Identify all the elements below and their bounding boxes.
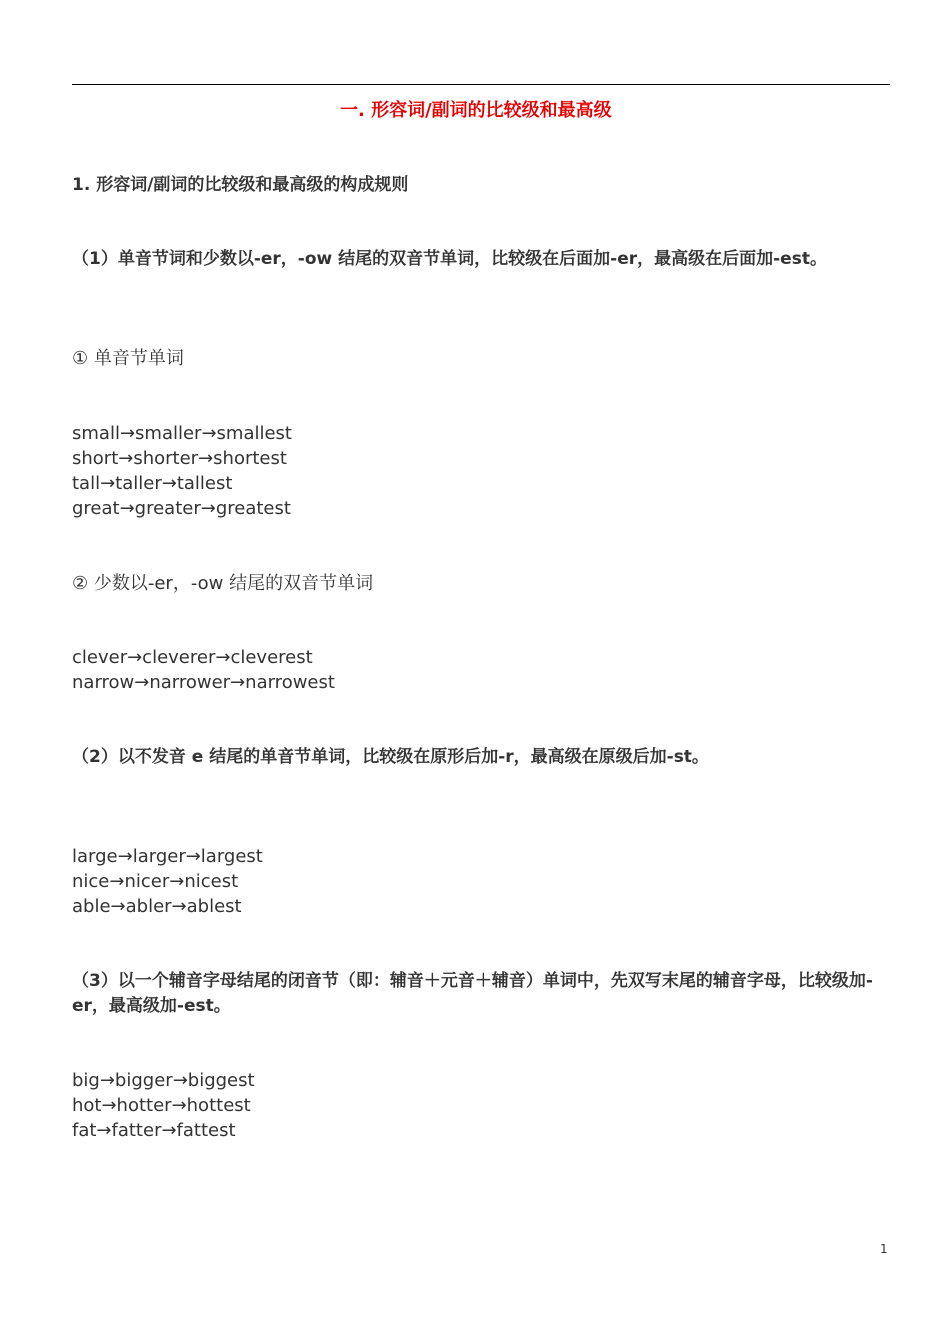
word-example: big→bigger→biggest: [72, 1070, 255, 1091]
word-example: large→larger→largest: [72, 846, 263, 867]
rule-1-sub-2-words: [72, 645, 335, 695]
rule-1-text: （1）单音节词和少数以-er，-ow 结尾的双音节单词，比较级在后面加-er，最高级在后面加-est。: [72, 249, 827, 269]
rule-1-sub-1-words: [72, 421, 292, 521]
rule-1-sub-1-label: ① 单音节单词: [72, 348, 184, 369]
word-example: tall→taller→tallest: [72, 473, 233, 494]
word-example: clever→cleverer→cleverest: [72, 647, 313, 668]
word-example: able→abler→ablest: [72, 896, 242, 917]
rule-3-text: （3）以一个辅音字母结尾的闭音节（即：辅音＋元音＋辅音）单词中，先双写末尾的辅音字母，比较级加-er，最高级加-est。: [72, 971, 873, 1016]
rule-3-words: [72, 1068, 255, 1143]
word-example: fat→fatter→fattest: [72, 1120, 236, 1141]
section-heading: 1. 形容词/副词的比较级和最高级的构成规则: [72, 175, 409, 195]
word-example: nice→nicer→nicest: [72, 871, 239, 892]
word-example: narrow→narrower→narrowest: [72, 672, 335, 693]
top-rule: [72, 84, 890, 85]
page-number: 1: [880, 1242, 888, 1256]
word-example: hot→hotter→hottest: [72, 1095, 251, 1116]
rule-2-words: [72, 844, 263, 919]
word-example: great→greater→greatest: [72, 498, 291, 519]
word-example: short→shorter→shortest: [72, 448, 287, 469]
rule-1-sub-2-label: ② 少数以-er，-ow 结尾的双音节单词: [72, 573, 374, 594]
word-example: small→smaller→smallest: [72, 423, 292, 444]
rule-2-text: （2）以不发音 e 结尾的单音节单词，比较级在原形后加-r，最高级在原级后加-st。: [72, 747, 709, 767]
page-title: 一. 形容词/副词的比较级和最高级: [340, 100, 612, 121]
